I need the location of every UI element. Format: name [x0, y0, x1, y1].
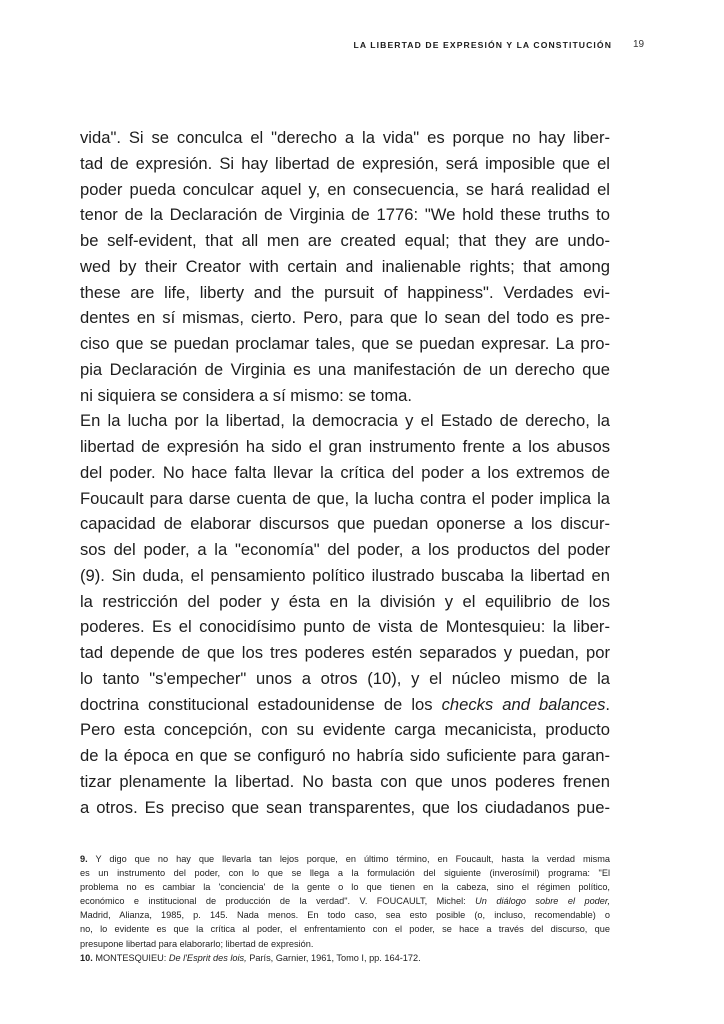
body-line: dentes en sí mismas, cierto. Pero, para que lo sean del todo es pre- [80, 308, 610, 328]
footnote-number: 9. [80, 854, 88, 864]
footnote-text: Y digo que no hay que llevarla tan lejos porque, en último término, en Foucault, hasta la verdad misma [87, 854, 610, 864]
body-line: lo tanto "s'empecher" unos a otros (10), y el núcleo mismo de la [80, 668, 610, 688]
body-text [80, 125, 610, 820]
body-line: be self-evident, that all men are created equal; that they are undo- [80, 231, 610, 250]
body-line: tad de expresión. Si hay libertad de expresión, será imposible que el [80, 153, 610, 173]
body-line: capacidad de elaborar discursos que puedan oponerse a los discur- [80, 514, 610, 534]
body-line: poder pueda conculcar aquel y, en consecuencia, se hará realidad el [80, 179, 610, 199]
body-line: tizar plenamente la libertad. No basta con que unos poderes frenen [80, 771, 610, 791]
footnote-9-line: no, lo evidente es que la crítica al poder, el enfrentamiento con el poder, se hace a través del discurso, que [80, 924, 610, 935]
footnote-italic-title: Un diálogo sobre el poder, [475, 896, 610, 907]
footnote-9-line: presupone libertad para elaborarlo; libertad de expresión. [80, 938, 314, 949]
body-line: libertad de expresión ha sido el gran instrumento frente a los abusos [80, 437, 610, 456]
page-number: 19 [633, 39, 645, 50]
footnote-9-line [80, 852, 610, 866]
footnote-9-line: Madrid, Alianza, 1985, p. 145. Nada menos. En todo caso, sea esto posible (o, incluso, recomendable) o [80, 910, 610, 921]
footnote-text: económico e institucional de producción de la verdad". V. FOUCAULT, Michel: [80, 896, 476, 907]
body-line: sos del poder, a la "economía" del poder, a los productos del poder [80, 540, 610, 559]
body-line: vida". Si se conculca el "derecho a la vida" es porque no hay liber- [80, 128, 610, 147]
body-line-text: doctrina constitucional estadounidense de los [80, 694, 442, 714]
body-line [80, 692, 610, 718]
body-line: ni siquiera se considera a sí mismo: se toma. [80, 385, 413, 405]
body-line: En la lucha por la libertad, la democracia y el Estado de derecho, la [80, 411, 610, 431]
running-header-title: LA LIBERTAD DE EXPRESIÓN Y LA CONSTITUCIÓN [353, 40, 612, 50]
body-line: tad depende de que los tres poderes estén separados y puedan, por [80, 643, 610, 662]
italic-term: checks and balances [441, 694, 606, 714]
footnotes [80, 852, 610, 965]
footnote-number: 10. [80, 952, 93, 963]
footnote-10-line [80, 951, 610, 965]
footnote-text: MONTESQUIEU: [92, 952, 169, 963]
footnote-9-line: problema no es cambiar la 'conciencia' de la gente o lo que tienen en la cabeza, sino el régimen político, [80, 882, 610, 893]
body-line: wed by their Creator with certain and inalienable rights; that among [80, 256, 610, 276]
body-line: Foucault para darse cuenta de que, la lucha contra el poder implica la [80, 488, 610, 508]
footnote-text: París, Garnier, 1961, Tomo I, pp. 164-172. [246, 952, 421, 963]
body-line: de la época en que se configuró no habría sido suficiente para garan- [80, 746, 610, 765]
body-line: poderes. Es el conocidísimo punto de vista de Montesquieu: la liber- [80, 617, 610, 637]
body-line: ciso que se puedan proclamar tales, que se puedan expresar. La pro- [80, 334, 610, 353]
footnote-9-line: es un instrumento del poder, con lo que se llega a la formulación del siguiente (inverosímil) programa: "El [80, 868, 610, 879]
body-line: (9). Sin duda, el pensamiento político ilustrado buscaba la libertad en [80, 565, 610, 585]
body-line: tenor de la Declaración de Virginia de 1776: "We hold these truths to [80, 205, 610, 225]
body-line-tail: . [605, 694, 610, 714]
body-line: these are life, liberty and the pursuit of happiness". Verdades evi- [80, 282, 610, 302]
body-line: pia Declaración de Virginia es una manifestación de un derecho que [80, 359, 610, 379]
body-line: del poder. No hace falta llevar la crítica del poder a los extremos de [80, 462, 610, 482]
body-line: a otros. Es preciso que sean transparentes, que los ciudadanos pue- [80, 797, 610, 817]
running-header [0, 40, 724, 54]
footnote-italic-title: De l'Esprit des lois, [168, 952, 247, 963]
body-line: Pero esta concepción, con su evidente carga mecanicista, producto [80, 720, 610, 740]
footnote-9-line [80, 894, 610, 908]
body-line: la restricción del poder y ésta en la división y el equilibrio de los [80, 591, 610, 611]
